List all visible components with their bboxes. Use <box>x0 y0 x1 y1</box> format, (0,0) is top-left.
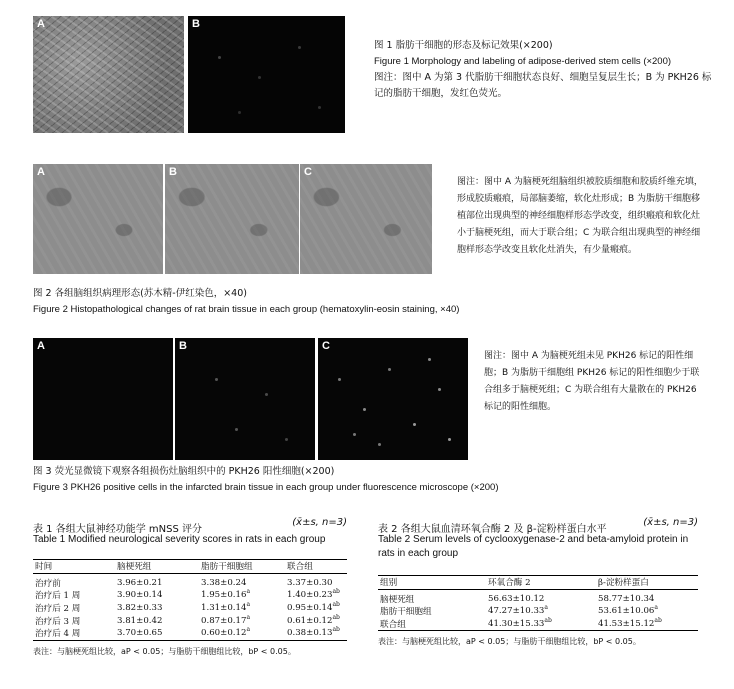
column-header: 环氧合酶 2 <box>486 576 596 590</box>
table-header-row <box>33 560 347 574</box>
column-header: 脂肪干细胞组 <box>199 560 285 574</box>
table-cell: 3.38±0.24 <box>201 577 247 588</box>
table-row <box>33 614 347 627</box>
table-row <box>33 602 347 615</box>
table2-title-cn: 表 2 各组大鼠血清环氧合酶 2 及 β-淀粉样蛋白水平 <box>378 524 607 535</box>
table-cell: 脂肪干细胞组 <box>380 607 432 618</box>
figure1-caption <box>374 38 714 102</box>
table-cell: 41.30±15.33$^{ab}$ <box>486 618 596 631</box>
table-cell: 0.87±0.17$^a$ <box>201 613 251 626</box>
table-header-row <box>378 576 698 590</box>
table-row <box>378 618 698 631</box>
table-cell: 0.61±0.12$^{ab}$ <box>287 613 340 626</box>
table-row <box>378 589 698 605</box>
table2-block <box>378 517 698 647</box>
table1-title-en: Table 1 Modified neurological severity scores in rats in each group <box>33 534 326 545</box>
table2-title-en: Table 2 Serum levels of cyclooxygenase-2 and beta-amyloid protein in rats in each group <box>378 534 689 559</box>
figure1-note: 图注：图中 A 为第 3 代脂肪干细胞状态良好、细胞呈复层生长；B 为 PKH26 标记的脂肪干细胞，发红色荧光。 <box>374 72 712 99</box>
figure3-panel-b-image <box>175 338 315 460</box>
figure3-panel-a-image <box>33 338 173 460</box>
table1-footnote: 表注：与脑梗死组比较，aP < 0.05；与脂肪干细胞组比较，bP < 0.05。 <box>33 646 296 656</box>
table-cell: 1.95±0.16$^a$ <box>201 588 251 601</box>
figure2-title-cn: 图 2 各组脑组织病理形态(苏木精-伊红染色，×40) <box>33 288 247 299</box>
figure3-note: 图注：图中 A 为脑梗死组未见 PKH26 标记的阳性细胞；B 为脂肪干细胞组 PKH26 标记的阳性细胞少于联合组多于脑梗死组；C 为联合组有大量散在的 PKH26 标记的阳性细胞。 <box>484 351 700 412</box>
figure2-caption <box>33 286 723 318</box>
figure3-title-en: Figure 3 PKH26 positive cells in the infarcted brain tissue in each group under fluorescence microscope (×200) <box>33 482 499 493</box>
table1-block <box>33 517 347 657</box>
panel-label: C <box>322 340 330 352</box>
table-cell: 3.90±0.14 <box>117 590 163 601</box>
figure2-panel-b-image <box>165 164 299 274</box>
table-cell: 56.63±10.12 <box>488 593 545 604</box>
table2-footnote: 表注：与脑梗死组比较，aP < 0.05；与脂肪干细胞组比较，bP < 0.05。 <box>378 637 641 647</box>
table-cell: 3.82±0.33 <box>117 603 163 614</box>
table-row <box>33 589 347 602</box>
column-header: 组别 <box>378 576 486 590</box>
table-cell: 53.61±10.06$^a$ <box>598 604 658 617</box>
figure2-title-en: Figure 2 Histopathological changes of rat brain tissue in each group (hematoxylin-eosin staining, ×40) <box>33 304 460 315</box>
column-header: β-淀粉样蛋白 <box>596 576 698 590</box>
table-row <box>33 573 347 589</box>
figure2-note: 图注：图中 A 为脑梗死组脑组织被胶质细胞和胶质纤维充填，形成胶质瘢痕，局部脑萎缩，软化灶形成；B 为脂肪干细胞移植部位出现典型的神经细胞样形态学改变，组织瘢痕和软化灶小于脑梗死组，而大于联合组；C 为联合组出现典型的神经细胞样形态学改变且软化灶消失，有少量瘢痕。 <box>457 177 703 255</box>
table-cell: 3.81±0.42 <box>117 615 163 626</box>
table-cell: 0.60±0.12$^a$ <box>199 627 285 640</box>
column-header: 脑梗死组 <box>115 560 199 574</box>
table2 <box>378 575 698 631</box>
panel-label: C <box>304 166 312 178</box>
table-cell: 41.53±15.12$^{ab}$ <box>596 618 698 631</box>
panel-label: A <box>37 18 45 30</box>
figure1-title-en: Figure 1 Morphology and labeling of adipose-derived stem cells (×200) <box>374 56 672 67</box>
figure2-panel-c-image <box>300 164 432 274</box>
table2-stats-label: (x̄±s, n=3) <box>643 517 698 528</box>
table-cell: 0.95±0.14$^{ab}$ <box>287 601 340 614</box>
table-cell: 3.37±0.30 <box>287 577 333 588</box>
table-cell: 1.31±0.14$^a$ <box>201 601 251 614</box>
table-cell: 治疗后 2 周 <box>35 604 81 615</box>
table-row <box>33 627 347 640</box>
table-cell: 治疗后 1 周 <box>35 591 81 602</box>
figure2-panel-a-image <box>33 164 163 274</box>
table-cell: 联合组 <box>378 618 486 631</box>
figure3-title-cn: 图 3 荧光显微镜下观察各组损伤灶脑组织中的 PKH26 阳性细胞(×200) <box>33 466 335 477</box>
table1-stats-label: (x̄±s, n=3) <box>292 517 347 528</box>
table-cell: 脑梗死组 <box>380 594 415 605</box>
table-cell: 3.70±0.65 <box>115 627 199 640</box>
table-cell: 治疗前 <box>35 578 61 589</box>
table-cell: 3.96±0.21 <box>117 577 163 588</box>
panel-label: B <box>192 18 200 30</box>
panel-label: B <box>179 340 187 352</box>
figure3-panel-c-image <box>318 338 468 460</box>
figure3-caption <box>33 464 723 496</box>
panel-label: B <box>169 166 177 178</box>
table1 <box>33 559 347 641</box>
table-cell: 0.38±0.13$^{ab}$ <box>285 627 347 640</box>
column-header: 联合组 <box>285 560 347 574</box>
table1-title-cn: 表 1 各组大鼠神经功能学 mNSS 评分 <box>33 524 202 535</box>
table-cell: 治疗后 4 周 <box>33 627 115 640</box>
figure1-panel-b-image <box>188 16 345 133</box>
table-cell: 47.27±10.33$^a$ <box>488 604 548 617</box>
figure1-title-cn: 图 1 脂肪干细胞的形态及标记效果(×200) <box>374 40 553 51</box>
panel-label: A <box>37 340 45 352</box>
panel-label: A <box>37 166 45 178</box>
figure1-panel-a-image <box>33 16 184 133</box>
table-cell: 1.40±0.23$^{ab}$ <box>287 588 340 601</box>
table-cell: 58.77±10.34 <box>598 593 655 604</box>
column-header: 时间 <box>33 560 115 574</box>
table-row <box>378 605 698 618</box>
table-cell: 治疗后 3 周 <box>35 616 81 627</box>
